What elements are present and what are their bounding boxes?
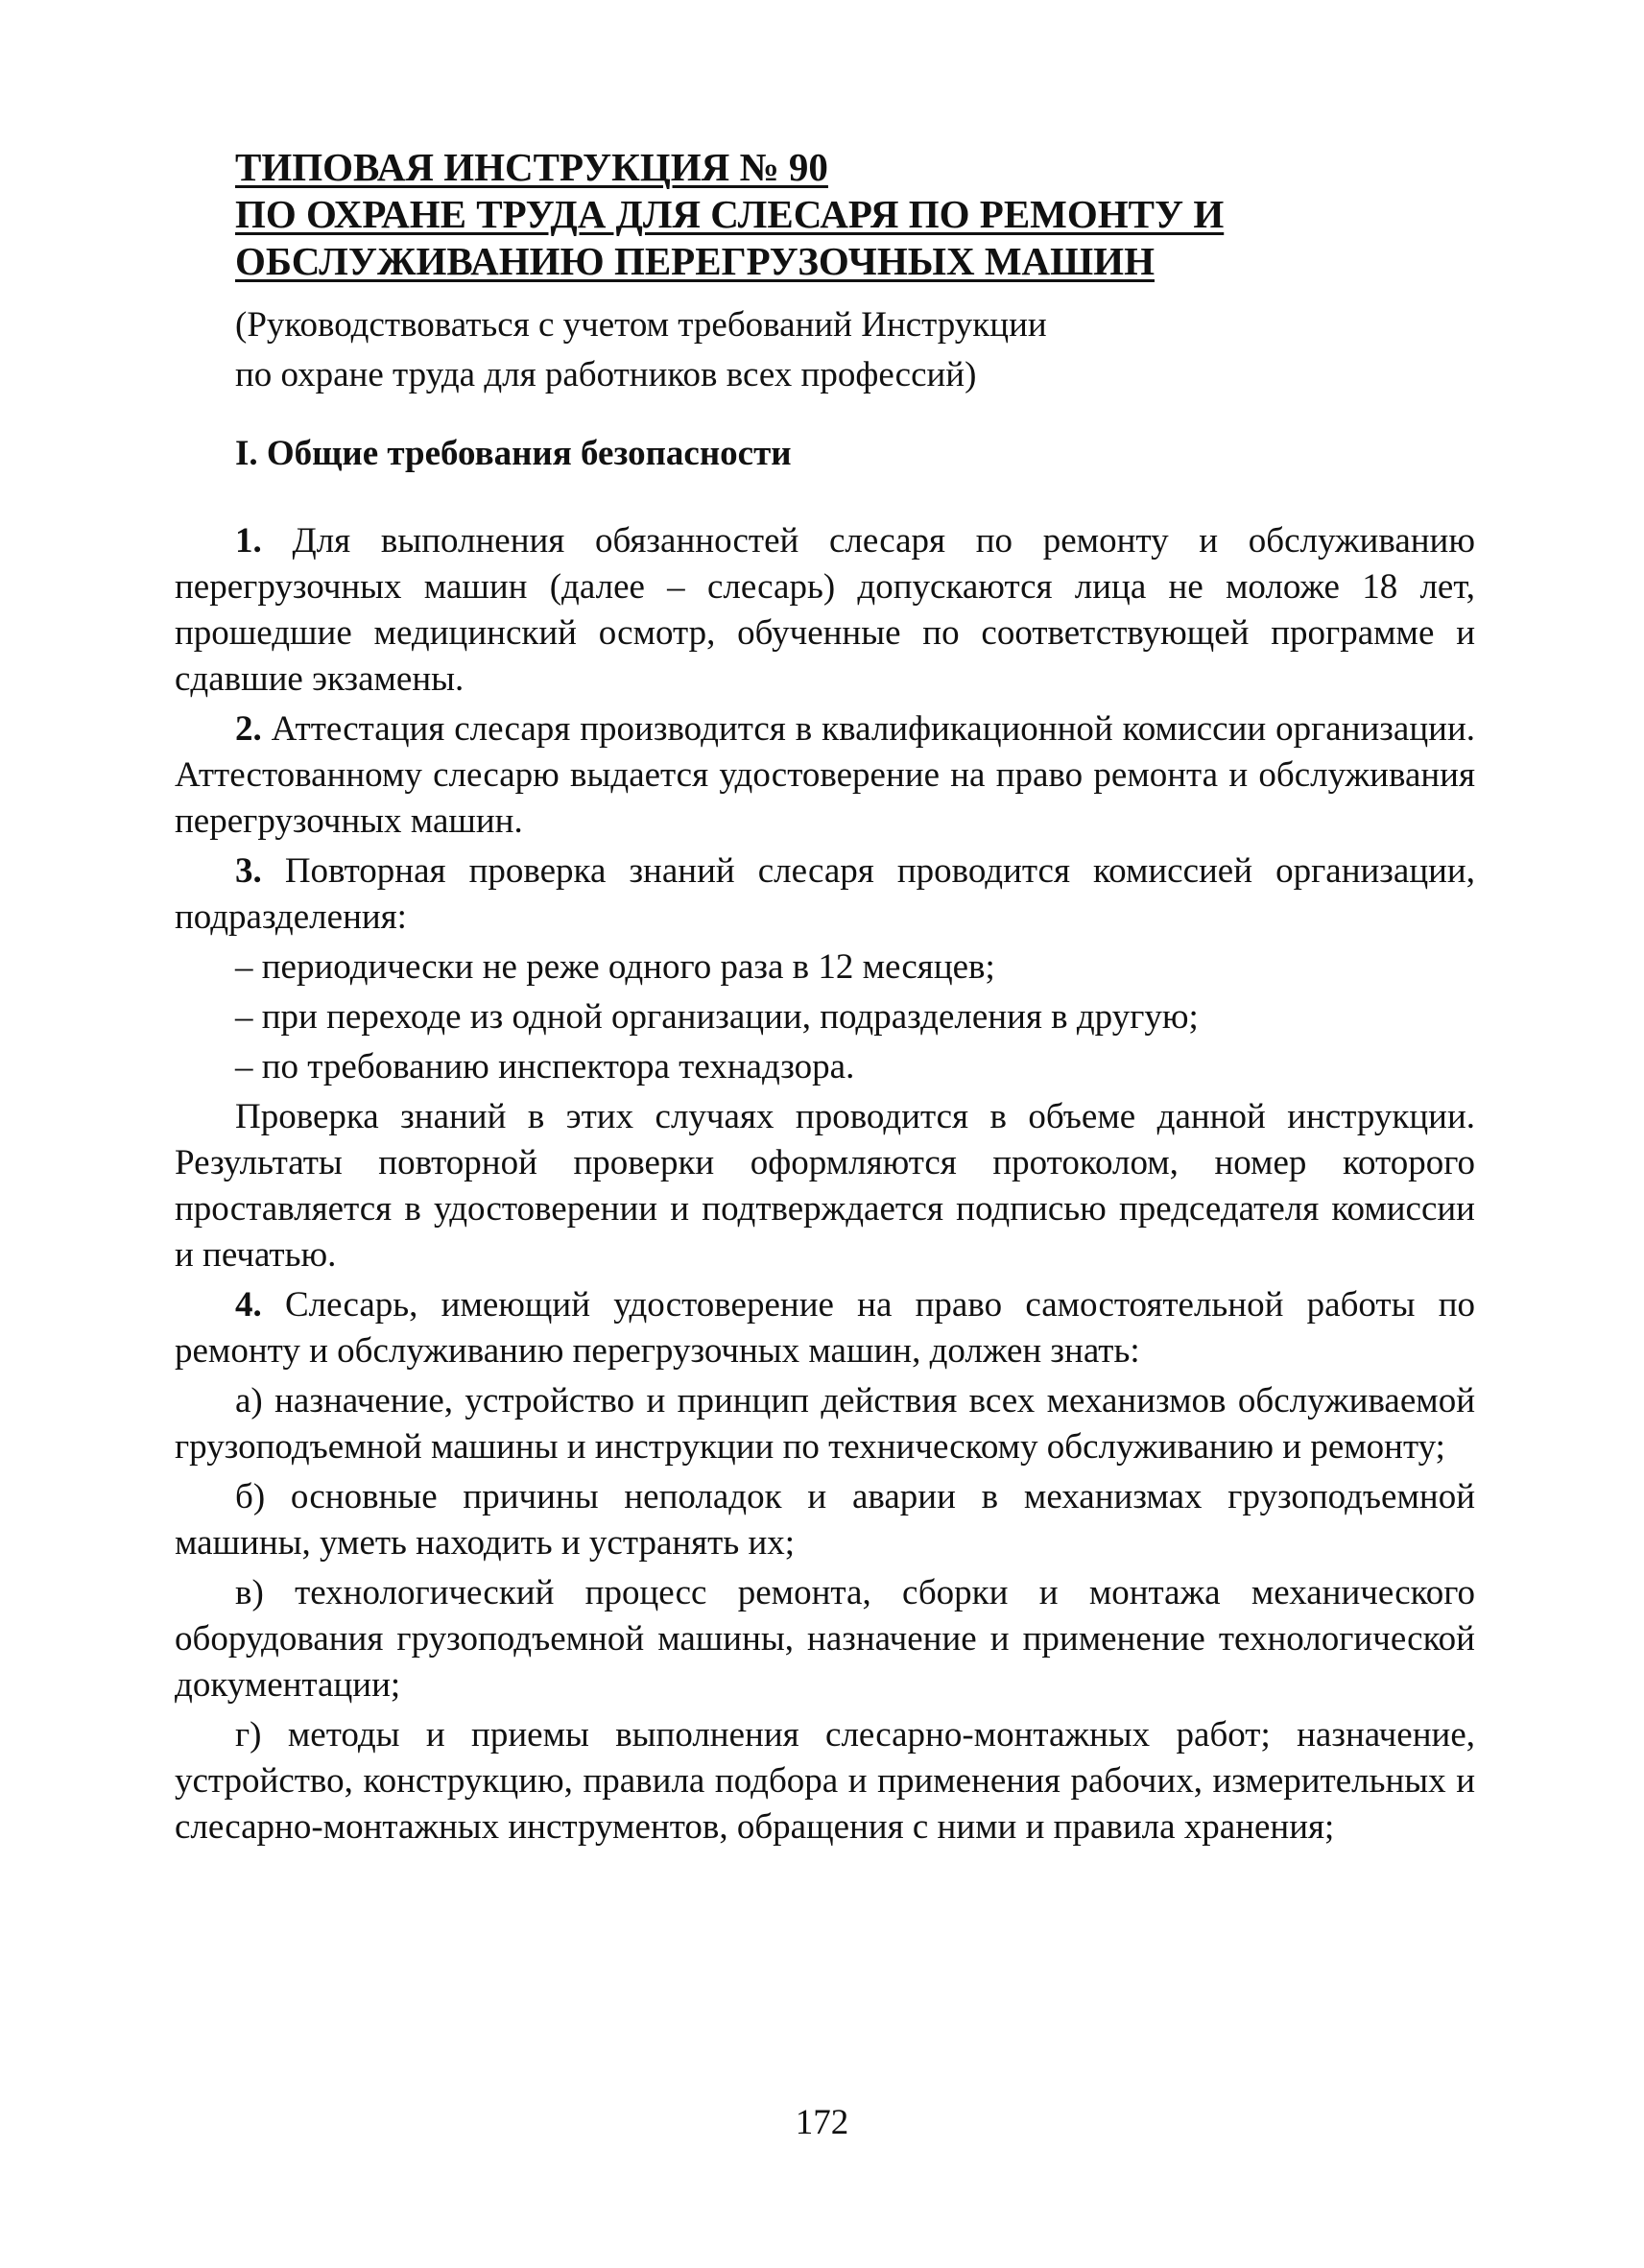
paragraph-number: 3. xyxy=(235,851,262,891)
document-body xyxy=(175,518,1475,1854)
section-heading: I. Общие требования безопасности xyxy=(235,434,792,473)
subtitle-line: по охране труда для работников всех профессий) xyxy=(235,355,977,394)
list-item-text: – по требованию инспектора технадзора. xyxy=(235,1047,855,1086)
list-item-text: – периодически не реже одного раза в 12 месяцев; xyxy=(235,947,995,987)
list-item xyxy=(175,944,1475,991)
page-number: 172 xyxy=(795,2103,849,2142)
title-line: ПО ОХРАНЕ ТРУДА ДЛЯ СЛЕСАРЯ ПО РЕМОНТУ И xyxy=(235,192,1225,236)
paragraph xyxy=(175,848,1475,941)
subtitle-line: (Руководствоваться с учетом требований Инструкции xyxy=(235,305,1047,345)
paragraph-number: 1. xyxy=(235,521,262,561)
paragraph-number: 4. xyxy=(235,1285,262,1325)
list-item xyxy=(175,994,1475,1040)
list-item-text: г) методы и приемы выполнения слесарно-монтажных работ; назначение, устройство, конструкцию, правила подбора и применения рабочих, измерительных и слесарно-монтажных инструментов, обращения с ними и правила хранения; xyxy=(175,1715,1475,1847)
paragraph xyxy=(175,1282,1475,1374)
paragraph-text: Повторная проверка знаний слесаря проводится комиссией организации, подразделения: xyxy=(175,851,1475,937)
paragraph-text: Для выполнения обязанностей слесаря по ремонту и обслуживанию перегрузочных машин (далее – слесарь) допускаются лица не моложе 18 лет, прошедшие медицинский осмотр, обученные по соответствующей программе и сдавшие экзамены. xyxy=(175,521,1475,699)
list-item xyxy=(175,1474,1475,1566)
paragraph xyxy=(175,706,1475,845)
paragraph-text: Проверка знаний в этих случаях проводится в объеме данной инструкции. Результаты повторной проверки оформляются протоколом, номер которого проставляется в удостоверении и подтверждается подписью председателя комиссии и печатью. xyxy=(175,1097,1475,1275)
paragraph-text: Аттестация слесаря производится в квалификационной комиссии организации. Аттестованному слесарю выдается удостоверение на право ремонта и обслуживания перегрузочных машин. xyxy=(175,709,1475,841)
document-subtitle xyxy=(235,300,1291,400)
paragraph xyxy=(175,518,1475,703)
list-item xyxy=(175,1378,1475,1470)
list-item-text: в) технологический процесс ремонта, сборки и монтажа механического оборудования грузоподъемной машины, назначение и применение технологической документации; xyxy=(175,1573,1475,1705)
document-title xyxy=(235,144,1320,285)
list-item xyxy=(175,1044,1475,1090)
list-item xyxy=(175,1712,1475,1850)
paragraph xyxy=(175,1094,1475,1278)
list-item xyxy=(175,1570,1475,1708)
paragraph-number: 2. xyxy=(235,709,262,749)
title-line: ОБСЛУЖИВАНИЮ ПЕРЕГРУЗОЧНЫХ МАШИН xyxy=(235,239,1155,283)
paragraph-text: Слесарь, имеющий удостоверение на право самостоятельной работы по ремонту и обслуживанию перегрузочных машин, должен знать: xyxy=(175,1285,1475,1371)
list-item-text: б) основные причины неполадок и аварии в механизмах грузоподъемной машины, уметь находить и устранять их; xyxy=(175,1477,1475,1563)
list-item-text: – при переходе из одной организации, подразделения в другую; xyxy=(235,997,1199,1037)
title-line: ТИПОВАЯ ИНСТРУКЦИЯ № 90 xyxy=(235,145,828,189)
list-item-text: а) назначение, устройство и принцип действия всех механизмов обслуживаемой грузоподъемной машины и инструкции по техническому обслуживанию и ремонту; xyxy=(175,1381,1475,1467)
